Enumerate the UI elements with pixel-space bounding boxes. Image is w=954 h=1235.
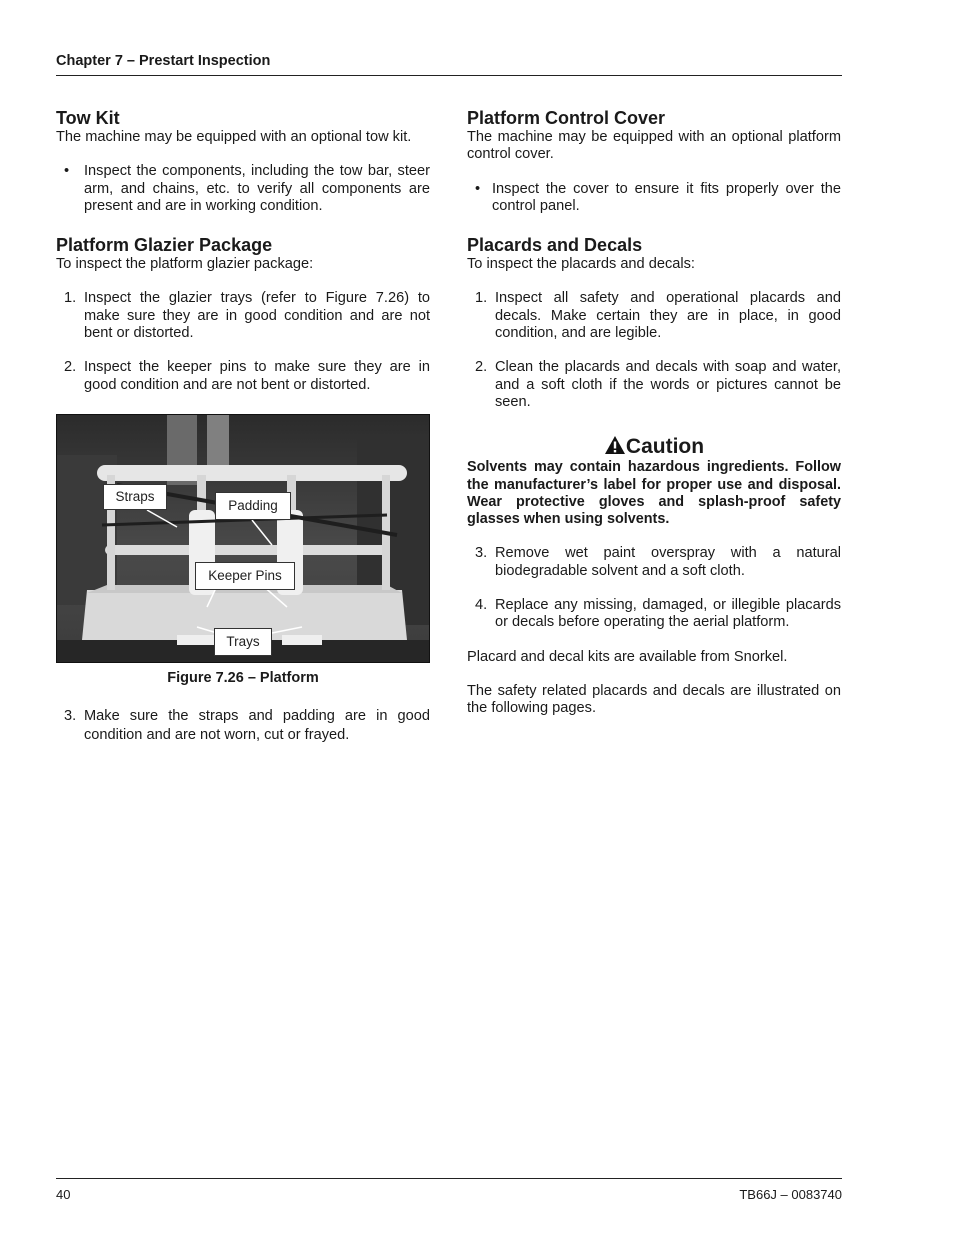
glazier-heading: Platform Glazier Package [56, 235, 273, 256]
platform-photo [56, 414, 430, 663]
list-item: 2. Clean the placards and decals with soap and water, and a soft cloth if the words or pictures cannot be seen. [475, 359, 841, 410]
placards-steps-continued [467, 545, 841, 631]
following-pages-note: The safety related placards and decals are illustrated on the following pages. [467, 682, 841, 717]
figure-caption: Figure 7.26 – Platform [167, 669, 319, 686]
platform-illustration [57, 415, 429, 662]
footer-rule [56, 1178, 842, 1179]
list-item: 2. Inspect the keeper pins to make sure they are in good condition and are not bent or distorted. [64, 359, 430, 393]
control-cover-heading: Platform Control Cover [467, 108, 666, 128]
glazier-steps-continued [56, 707, 430, 745]
list-item: 1. Inspect the glazier trays (refer to Figure 7.26) to make sure they are in good condition and are not bent or distorted. [64, 290, 430, 342]
list-item: 3. Make sure the straps and padding are in good condition and are not worn, cut or frayed. [64, 708, 430, 744]
placards-intro: To inspect the placards and decals: [467, 256, 695, 273]
chapter-header: Chapter 7 – Prestart Inspection [56, 53, 271, 69]
caution-heading: Caution [467, 435, 841, 459]
glazier-steps [56, 290, 430, 393]
page-number: 40 [56, 1187, 71, 1202]
left-column [56, 108, 430, 745]
right-column [467, 108, 841, 718]
straps-label: Straps [103, 484, 167, 510]
trays-label: Trays [214, 628, 272, 656]
caution-text: Solvents may contain hazardous ingredients. Follow the manufacturer’s label for proper use and disposal. Wear protective gloves and splash-proof safety glasses when using solvents. [467, 459, 841, 528]
list-item: • Inspect the components, including the tow bar, steer arm, and chains, etc. to verify all components are present and are in working condition. [64, 163, 430, 214]
control-cover-intro: The machine may be equipped with an optional platform control cover. [467, 129, 841, 163]
list-item: • Inspect the cover to ensure it fits properly over the control panel. [475, 180, 841, 214]
control-cover-list [467, 181, 841, 216]
glazier-intro: To inspect the platform glazier package: [56, 256, 314, 273]
padding-label: Padding [215, 492, 291, 520]
header-rule [56, 75, 842, 76]
warning-triangle-icon [604, 435, 626, 455]
list-item: 4. Replace any missing, damaged, or illegible placards or decals before operating the aerial platform. [475, 597, 841, 631]
kits-note: Placard and decal kits are available from Snorkel. [467, 648, 788, 665]
list-item: 3. Remove wet paint overspray with a natural biodegradable solvent and a soft cloth. [475, 545, 841, 579]
keeper-pins-label: Keeper Pins [195, 562, 295, 590]
tow-kit-list [56, 163, 430, 215]
tow-kit-intro: The machine may be equipped with an optional tow kit. [56, 129, 412, 145]
placards-heading: Placards and Decals [467, 235, 643, 256]
list-item: 1. Inspect all safety and operational placards and decals. Make certain they are in place, in good condition, and are legible. [475, 290, 841, 342]
document-id: TB66J – 0083740 [739, 1187, 842, 1202]
tow-kit-heading: Tow Kit [56, 108, 120, 128]
placards-steps [467, 290, 841, 411]
